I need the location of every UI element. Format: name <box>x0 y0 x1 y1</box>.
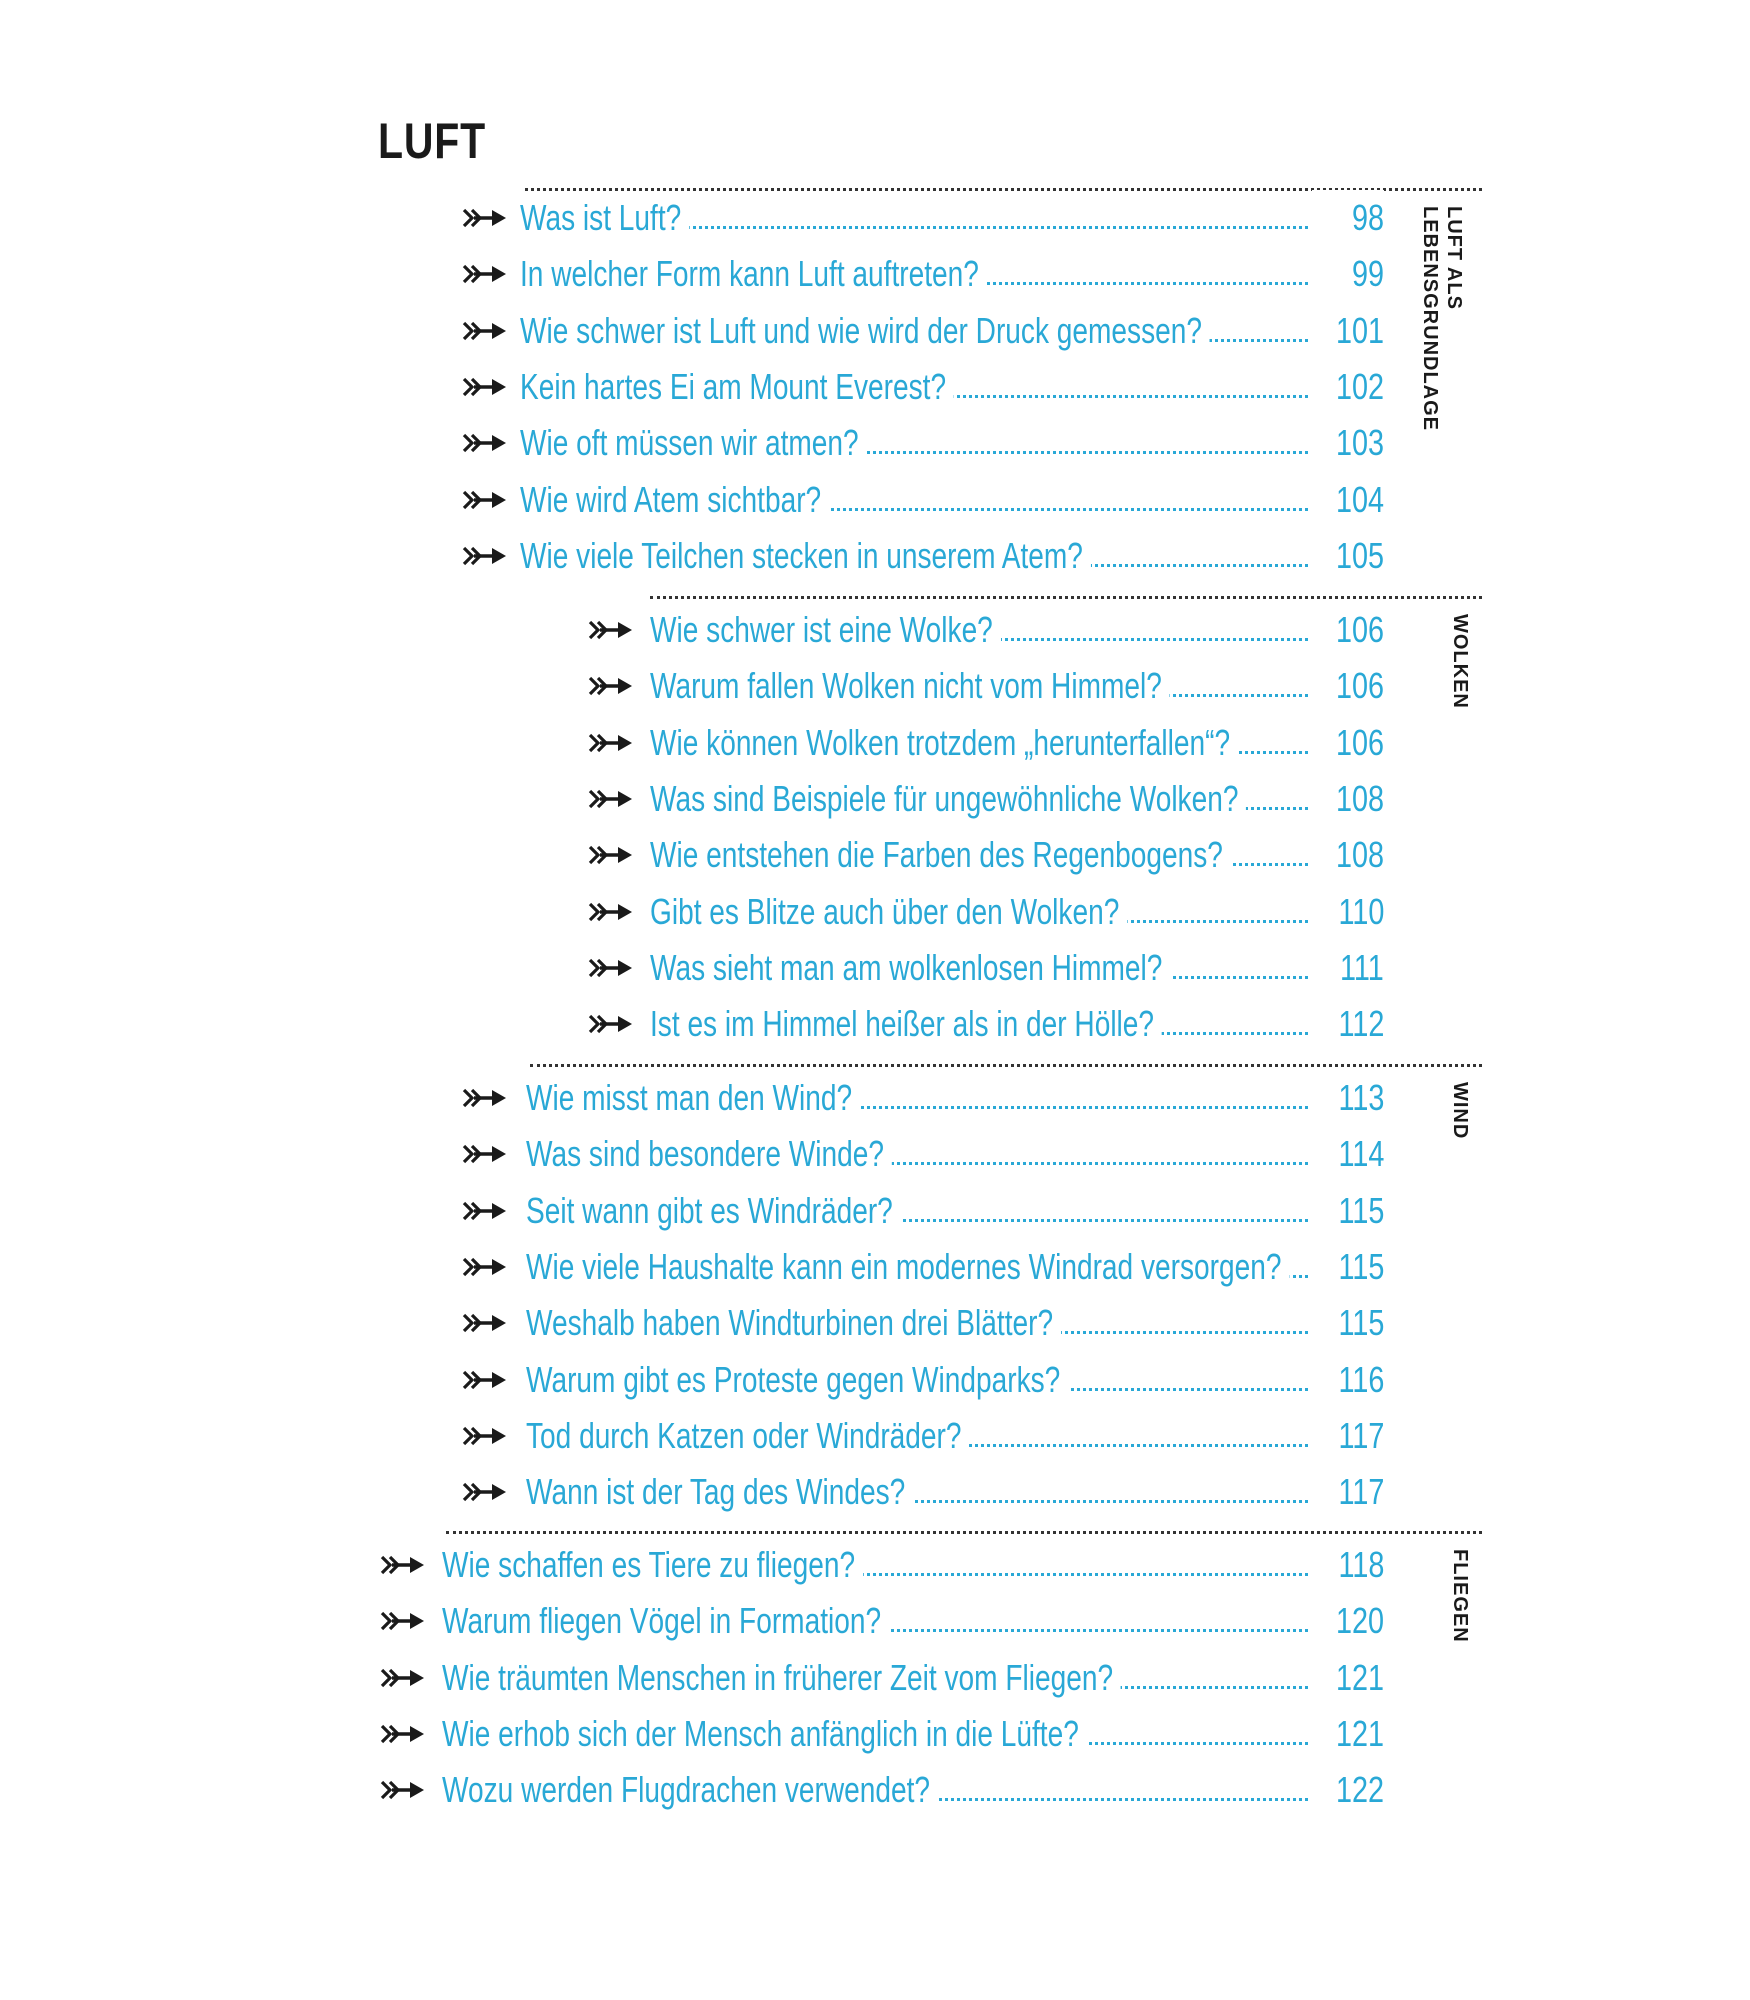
toc-page-number: 102 <box>1335 365 1384 407</box>
toc-entry[interactable] <box>462 472 1384 528</box>
toc-page-number: 108 <box>1335 777 1384 819</box>
toc-entry[interactable] <box>462 246 1384 302</box>
double-arrow-icon <box>588 674 634 698</box>
toc-entry-title: Wie schwer ist Luft und wie wird der Druck gemessen? <box>520 310 1210 352</box>
double-arrow-icon <box>380 1553 426 1577</box>
double-arrow-icon <box>380 1609 426 1633</box>
toc-entry[interactable] <box>462 1070 1384 1126</box>
toc-entry-title: Wie viele Haushalte kann ein modernes Windrad versorgen? <box>526 1246 1289 1288</box>
toc-page-number: 118 <box>1338 1544 1384 1585</box>
toc-entry[interactable] <box>380 1762 1384 1818</box>
toc-entry-title: Tod durch Katzen oder Windräder? <box>526 1415 969 1457</box>
toc-entry-title: Wie schwer ist eine Wolke? <box>650 609 1001 651</box>
double-arrow-icon <box>588 731 634 755</box>
toc-entry-title: Wie viele Teilchen stecken in unserem Atem? <box>520 535 1091 577</box>
toc-page-number: 98 <box>1351 197 1384 238</box>
section-divider <box>530 1064 1482 1067</box>
toc-entry-title: Was sind Beispiele für ungewöhnliche Wolken? <box>650 778 1246 820</box>
double-arrow-icon <box>462 1199 508 1223</box>
toc-page-number: 115 <box>1338 1189 1384 1231</box>
toc-entry-title: Was sieht man am wolkenlosen Himmel? <box>650 947 1170 989</box>
double-arrow-icon <box>380 1722 426 1746</box>
double-arrow-icon <box>380 1666 426 1690</box>
toc-entry-title: Gibt es Blitze auch über den Wolken? <box>650 891 1127 933</box>
section-label: FLIEGEN <box>1449 1549 1471 1643</box>
double-arrow-icon <box>462 1368 508 1392</box>
toc-entry[interactable] <box>462 1126 1384 1182</box>
double-arrow-icon <box>462 431 508 455</box>
toc-entry-title: Warum fallen Wolken nicht vom Himmel? <box>650 665 1170 707</box>
toc-page-number: 106 <box>1335 609 1384 650</box>
toc-entry-title: Wie entstehen die Farben des Regenbogens? <box>650 834 1231 876</box>
toc-page-number: 113 <box>1338 1077 1384 1118</box>
toc-entry[interactable] <box>462 1295 1384 1351</box>
toc-page-number: 120 <box>1335 1600 1384 1642</box>
section-divider <box>650 596 1482 599</box>
double-arrow-icon <box>588 618 634 642</box>
toc-entry[interactable] <box>380 1537 1384 1593</box>
toc-entry[interactable] <box>462 303 1384 359</box>
toc-page-number: 116 <box>1338 1358 1384 1400</box>
toc-page-number: 112 <box>1338 1003 1384 1045</box>
toc-entry[interactable] <box>588 996 1384 1052</box>
toc-entry-title: Wie wird Atem sichtbar? <box>520 479 829 521</box>
toc-entry-title: Wie erhob sich der Mensch anfänglich in die Lüfte? <box>442 1713 1087 1755</box>
toc-entry-title: Weshalb haben Windturbinen drei Blätter? <box>526 1302 1061 1344</box>
section-divider <box>446 1531 1482 1534</box>
double-arrow-icon <box>462 319 508 343</box>
double-arrow-icon <box>462 1424 508 1448</box>
toc-entry[interactable] <box>462 359 1384 415</box>
toc-entry-title: Wie oft müssen wir atmen? <box>520 422 866 464</box>
toc-page-number: 103 <box>1335 422 1384 464</box>
double-arrow-icon <box>462 262 508 286</box>
toc-entry[interactable] <box>462 1239 1384 1295</box>
toc-entry[interactable] <box>462 415 1384 471</box>
toc-entry-title: Was sind besondere Winde? <box>526 1133 892 1175</box>
toc-page-number: 117 <box>1338 1471 1384 1513</box>
toc-entry[interactable] <box>380 1650 1384 1706</box>
toc-entry[interactable] <box>462 1183 1384 1239</box>
toc-entry[interactable] <box>588 602 1384 658</box>
double-arrow-icon <box>462 206 508 230</box>
double-arrow-icon <box>588 843 634 867</box>
toc-entry-title: Wozu werden Flugdrachen verwendet? <box>442 1769 938 1811</box>
toc-page-number: 106 <box>1335 665 1384 707</box>
double-arrow-icon <box>462 544 508 568</box>
toc-entry-title: Kein hartes Ei am Mount Everest? <box>520 366 954 408</box>
toc-entry-title: In welcher Form kann Luft auftreten? <box>520 253 987 295</box>
toc-entry[interactable] <box>462 1408 1384 1464</box>
double-arrow-icon <box>588 1012 634 1036</box>
toc-entry[interactable] <box>462 190 1384 246</box>
toc-entry-title: Warum gibt es Proteste gegen Windparks? <box>526 1359 1068 1401</box>
toc-entry[interactable] <box>462 1464 1384 1520</box>
toc-page-number: 121 <box>1335 1656 1384 1698</box>
section-label: LUFT ALS LEBENSGRUNDLAGE <box>1419 206 1465 432</box>
toc-page-number: 106 <box>1335 721 1384 763</box>
double-arrow-icon <box>588 956 634 980</box>
double-arrow-icon <box>462 1142 508 1166</box>
toc-entry[interactable] <box>588 884 1384 940</box>
toc-page-number: 104 <box>1335 478 1384 520</box>
toc-page-number: 122 <box>1335 1769 1384 1811</box>
toc-page-number: 117 <box>1338 1414 1384 1456</box>
toc-entry[interactable] <box>380 1593 1384 1649</box>
toc-page-number: 108 <box>1335 834 1384 876</box>
double-arrow-icon <box>588 787 634 811</box>
double-arrow-icon <box>462 488 508 512</box>
double-arrow-icon <box>462 375 508 399</box>
toc-page-number: 115 <box>1338 1302 1384 1344</box>
toc-entry-title: Ist es im Himmel heißer als in der Hölle? <box>650 1003 1162 1045</box>
toc-entry-title: Seit wann gibt es Windräder? <box>526 1190 901 1232</box>
toc-entry-title: Wie schaffen es Tiere zu fliegen? <box>442 1544 863 1586</box>
double-arrow-icon <box>462 1480 508 1504</box>
double-arrow-icon <box>462 1086 508 1110</box>
double-arrow-icon <box>462 1255 508 1279</box>
double-arrow-icon <box>462 1311 508 1335</box>
toc-page-number: 115 <box>1338 1245 1384 1287</box>
toc-entry[interactable] <box>588 827 1384 883</box>
toc-entry-title: Wie träumten Menschen in früherer Zeit vom Fliegen? <box>442 1657 1121 1699</box>
toc-page-number: 114 <box>1338 1133 1384 1175</box>
toc-entry-title: Wann ist der Tag des Windes? <box>526 1471 913 1513</box>
toc-entry-title: Wie misst man den Wind? <box>526 1077 860 1119</box>
toc-entry[interactable] <box>588 771 1384 827</box>
toc-page-number: 111 <box>1340 946 1384 988</box>
toc-entry-title: Wie können Wolken trotzdem „herunterfallen“? <box>650 722 1238 764</box>
toc-entry-title: Was ist Luft? <box>520 197 689 239</box>
toc-page-number: 99 <box>1351 253 1384 295</box>
page-title: LUFT <box>378 113 487 169</box>
toc-page-number: 121 <box>1335 1712 1384 1754</box>
toc-page-number: 101 <box>1335 309 1384 351</box>
toc-entry[interactable] <box>588 715 1384 771</box>
section-label: WOLKEN <box>1449 614 1471 709</box>
double-arrow-icon <box>588 900 634 924</box>
toc-page-number: 110 <box>1338 890 1384 932</box>
toc-entry-title: Warum fliegen Vögel in Formation? <box>442 1600 889 1642</box>
toc-entry[interactable] <box>588 940 1384 996</box>
toc-entry[interactable] <box>588 658 1384 714</box>
toc-entry[interactable] <box>380 1706 1384 1762</box>
toc-entry[interactable] <box>462 528 1384 584</box>
section-label: WIND <box>1449 1082 1471 1140</box>
toc-page-number: 105 <box>1335 534 1384 576</box>
double-arrow-icon <box>380 1778 426 1802</box>
toc-entry[interactable] <box>462 1352 1384 1408</box>
